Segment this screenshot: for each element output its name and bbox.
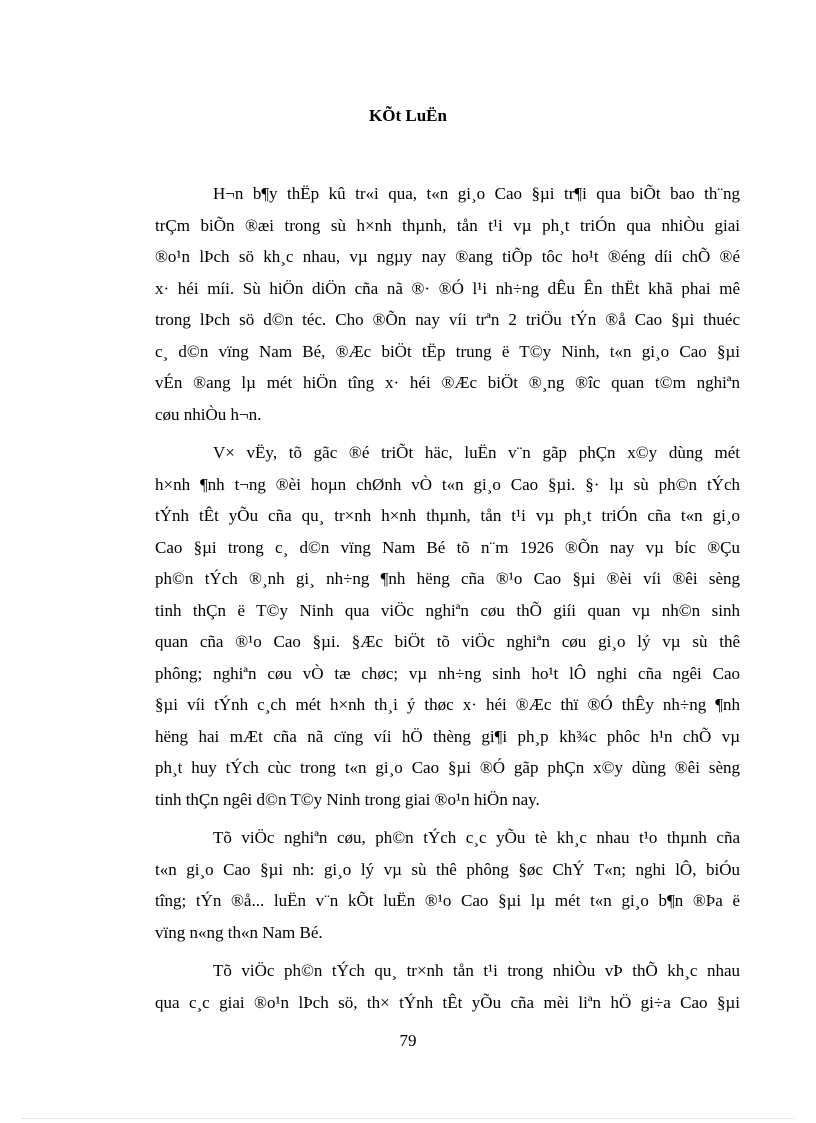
paragraph-line: ph¸t huy tÝch cùc trong t«n gi¸o Cao §µi ®Ó gãp phÇn x©y dùng ®êi sèng: [155, 758, 740, 777]
paragraph-line: trÇm biÕn ®æi trong sù h×nh thµnh, tån t¹i vµ ph¸t triÓn qua nhiÒu giai: [155, 215, 740, 235]
page-title: KÕt LuËn: [369, 106, 447, 125]
paragraph-line: vïng n«ng th«n Nam Bé.: [155, 922, 323, 942]
paragraph-line: c¸ d©n vïng Nam Bé, ®Æc biÖt tËp trung ë T©y Ninh, t«n gi¸o Cao §µi: [155, 341, 740, 361]
paragraph-line: ph©n tÝch ®¸nh gi¸ nh÷ng ¶nh hëng cña ®¹o Cao §µi ®èi víi ®êi sèng: [155, 569, 740, 588]
page-number: 79: [399, 1031, 417, 1050]
paragraph-line: §µi víi tÝnh c¸ch mét h×nh th¸i ý thøc x· héi ®Æc thï ®Ó thÊy nh÷ng ¶nh: [155, 695, 740, 714]
paragraph-line: trong lÞch sö d©n téc. Cho ®Õn nay víi trªn 2 triÖu tÝn ®å Cao §µi thuéc: [155, 310, 740, 329]
paragraph-2: [155, 437, 740, 815]
paragraph-line: ®o¹n lÞch sö kh¸c nhau, vµ ngµy nay ®ang tiÕp tôc ho¹t ®éng díi chÕ ®é: [155, 247, 740, 266]
paragraph-line: t«n gi¸o Cao §µi nh: gi¸o lý vµ sù thê phông §øc ChÝ T«n; nghi lÔ, biÓu: [155, 859, 740, 879]
paragraph-line: vÉn ®ang lµ mét hiÖn tîng x· héi ®Æc biÖt ®¸ng ®îc quan t©m nghiªn: [155, 373, 740, 392]
paragraph-line: tinh thÇn ë T©y Ninh qua viÖc nghiªn cøu thÕ giíi quan vµ nh©n sinh: [155, 600, 740, 620]
paragraph-line: qua c¸c giai ®o¹n lÞch sö, th× tÝnh tÊt yÕu cña mèi liªn hÖ gi÷a Cao §µi: [155, 992, 740, 1012]
paragraph-line: H¬n b¶y thËp kû tr«i qua, t«n gi¸o Cao §µi tr¶i qua biÕt bao th¨ng: [213, 184, 740, 203]
paragraph-line: phông; nghiªn cøu vÒ tæ chøc; vµ nh÷ng sinh ho¹t lÔ nghi cña ngêi Cao: [155, 663, 740, 683]
paragraph-4: [155, 955, 740, 1018]
paragraph-line: Cao §µi trong c¸ d©n vïng Nam Bé tõ n¨m 1926 ®Õn nay vµ bíc ®Çu: [155, 537, 740, 557]
paragraph-line: h×nh ¶nh t¬ng ®èi hoµn chØnh vÒ t«n gi¸o Cao §µi. §· lµ sù ph©n tÝch: [155, 474, 740, 494]
paragraph-line: Tõ viÖc ph©n tÝch qu¸ tr×nh tån t¹i trong nhiÒu vÞ thÕ kh¸c nhau: [213, 961, 740, 980]
paragraph-line: tinh thÇn ngêi d©n T©y Ninh trong giai ®o¹n hiÖn nay.: [155, 789, 540, 809]
paragraph-line: x· héi míi. Sù hiÖn diÖn cña nã ®· ®Ó l¹i nh÷ng dÊu Ên thËt khã phai mê: [155, 278, 740, 298]
paragraph-line: cøu nhiÒu h¬n.: [155, 404, 262, 424]
paragraph-1: [155, 178, 740, 430]
paragraph-3: [155, 822, 740, 948]
paragraph-line: hëng hai mÆt cña nã cïng víi hÖ thèng gi¶i ph¸p kh¾c phôc h¹n chÕ vµ: [155, 726, 740, 746]
paragraph-line: Tõ viÖc nghiªn cøu, ph©n tÝch c¸c yÕu tè kh¸c nhau t¹o thµnh cña: [213, 828, 740, 847]
paragraph-line: quan cña ®¹o Cao §µi. §Æc biÖt tõ viÖc nghiªn cøu gi¸o lý vµ sù thê: [155, 632, 740, 651]
paragraph-line: tîng; tÝn ®å... luËn v¨n kÕt luËn ®¹o Cao §µi lµ mét t«n gi¸o b¶n ®Þa ë: [155, 891, 740, 910]
paragraph-line: tÝnh tÊt yÕu cña qu¸ tr×nh h×nh thµnh, tån t¹i vµ ph¸t triÓn cña t«n gi¸o: [155, 506, 740, 525]
paragraph-line: V× vËy, tõ gãc ®é triÕt häc, luËn v¨n gãp phÇn x©y dùng mét: [213, 443, 740, 462]
footer-divider: [22, 1118, 794, 1119]
body-text: [155, 178, 740, 1025]
